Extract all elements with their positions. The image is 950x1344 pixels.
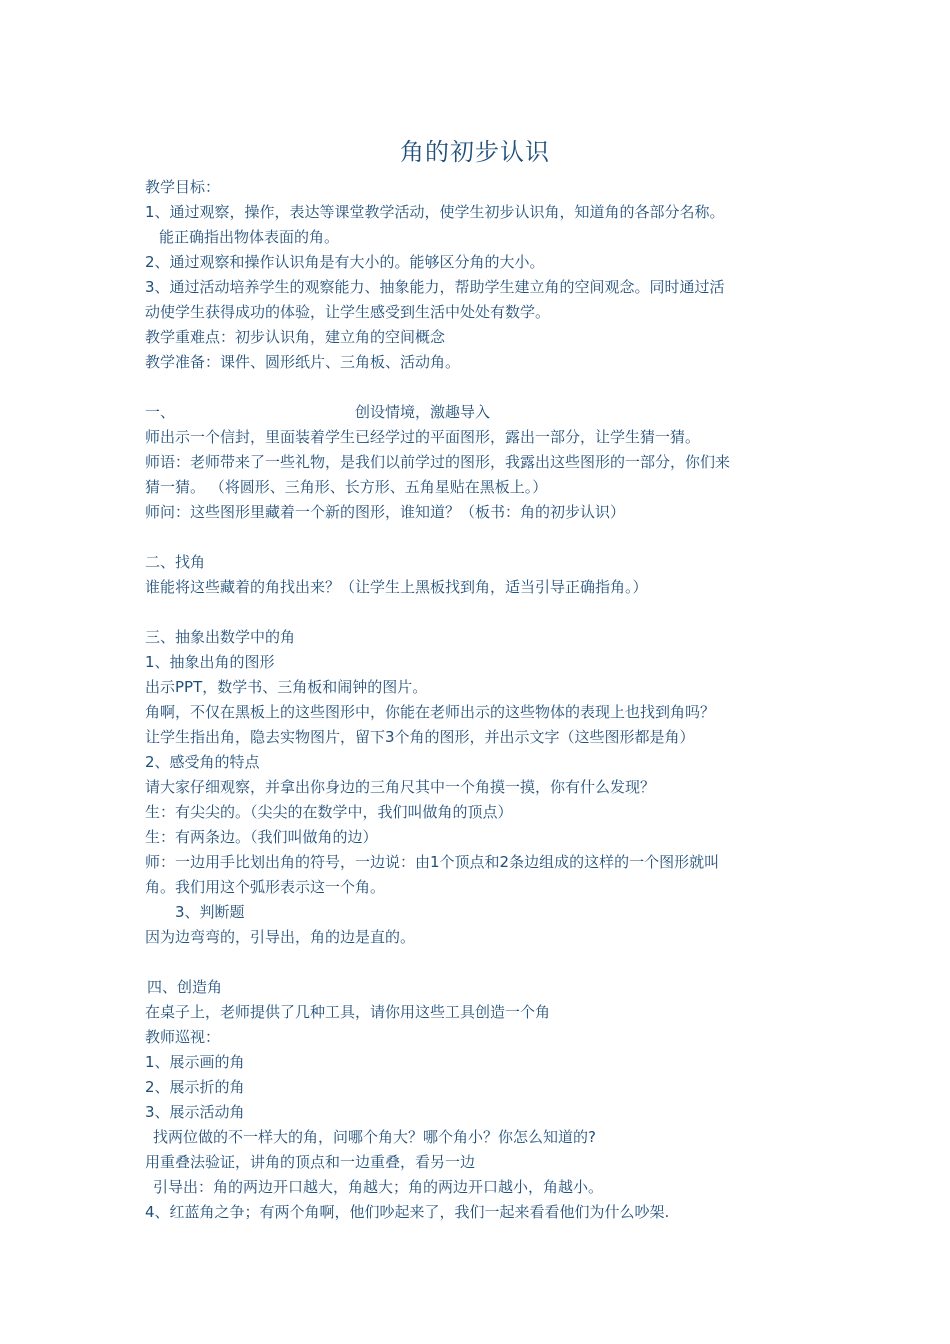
section-1-number: 一、: [145, 403, 176, 421]
section-3-subheading: 3、判断题: [175, 903, 245, 921]
section-3-line: 角。我们用这个弧形表示这一个角。: [145, 878, 386, 896]
section-3-line: 2、感受角的特点: [145, 753, 260, 771]
section-4-line: 找两位做的不一样大的角，问哪个角大？哪个角小？你怎么知道的?: [153, 1128, 596, 1146]
document-body: [145, 175, 815, 1225]
section-3-line: 1、抽象出角的图形: [145, 653, 275, 671]
section-4-line: 用重叠法验证，讲角的顶点和一边重叠，看另一边: [145, 1153, 476, 1171]
section-3-line: 因为边弯弯的，引导出，角的边是直的。: [145, 928, 416, 946]
section-4-line: 教师巡视：: [145, 1028, 221, 1046]
section-2-line: 谁能将这些藏着的角找出来？（让学生上黑板找到角，适当引导正确指角。）: [145, 578, 648, 596]
teaching-preparation: 教学准备：课件、圆形纸片、三角板、活动角。: [145, 353, 461, 371]
spacer: [145, 600, 815, 625]
section-4-line: 1、展示画的角: [145, 1053, 245, 1071]
section-3-heading: 三、抽象出数学中的角: [145, 628, 296, 646]
section-4-line: 2、展示折的角: [145, 1078, 245, 1096]
section-3-line: 生：有尖尖的。（尖尖的在数学中，我们叫做角的顶点）: [145, 803, 513, 821]
section-1-line: 猜一猜。 （将圆形、三角形、长方形、五角星贴在黑板上。）: [145, 478, 548, 496]
goal-2: 2、通过观察和操作认识角是有大小的。能够区分角的大小。: [145, 253, 545, 271]
section-1-line: 师问：这些图形里藏着一个新的图形，谁知道？（板书：角的初步认识）: [145, 503, 626, 521]
goals-heading: 教学目标：: [145, 178, 221, 196]
section-2-heading: 二、找角: [145, 553, 206, 571]
section-3-line: 出示PPT，数学书、三角板和闹钟的图片。: [145, 678, 428, 696]
goal-3-continued: 动使学生获得成功的体验，让学生感受到生活中处处有数学。: [145, 303, 551, 321]
section-4-line: 3、展示活动角: [145, 1103, 245, 1121]
document-title: 角的初步认识: [400, 138, 550, 166]
section-4-line: 引导出：角的两边开口越大，角越大；角的两边开口越小，角越小。: [153, 1178, 604, 1196]
goal-1: 1、通过观察，操作，表达等课堂教学活动，使学生初步认识角，知道角的各部分名称。: [145, 203, 725, 221]
section-3-line: 生：有两条边。（我们叫做角的边）: [145, 828, 378, 846]
section-4-heading: 四、创造角: [147, 978, 223, 996]
section-3-line: 师：一边用手比划出角的符号，一边说：由1个顶点和2条边组成的这样的一个图形就叫: [145, 853, 720, 871]
section-1-line: 师语：老师带来了一些礼物，是我们以前学过的图形，我露出这些图形的一部分，你们来: [145, 453, 731, 471]
section-1-title: 创设情境，激趣导入: [355, 403, 491, 421]
goal-3: 3、通过活动培养学生的观察能力、抽象能力，帮助学生建立角的空间观念。同时通过活: [145, 278, 725, 296]
goal-1-continued: 能正确指出物体表面的角。: [159, 228, 340, 246]
spacer: [145, 950, 815, 975]
spacer: [145, 525, 815, 550]
section-3-line: 请大家仔细观察，并拿出你身边的三角尺其中一个角摸一摸，你有什么发现？: [145, 778, 656, 796]
key-points: 教学重难点：初步认识角，建立角的空间概念: [145, 328, 446, 346]
section-4-line: 4、红蓝角之争；有两个角啊，他们吵起来了，我们一起来看看他们为什么吵架.: [145, 1203, 670, 1221]
spacer: [145, 375, 815, 400]
section-3-line: 让学生指出角，隐去实物图片，留下3个角的图形，并出示文字（这些图形都是角）: [145, 728, 695, 746]
section-1-heading: [145, 400, 815, 425]
section-4-line: 在桌子上，老师提供了几种工具，请你用这些工具创造一个角: [145, 1003, 551, 1021]
section-1-line: 师出示一个信封，里面装着学生已经学过的平面图形，露出一部分，让学生猜一猜。: [145, 428, 701, 446]
section-3-line: 角啊，不仅在黑板上的这些图形中，你能在老师出示的这些物体的表现上也找到角吗？: [145, 703, 716, 721]
